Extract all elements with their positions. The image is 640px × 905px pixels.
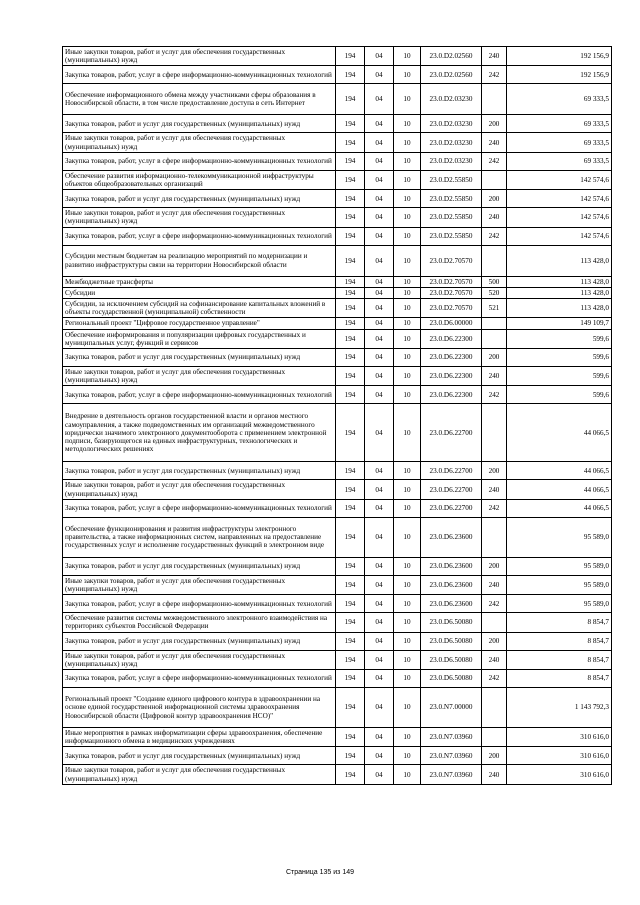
row-name: Иные закупки товаров, работ и услуг для обеспечения государственных (муниципальных) нужд (63, 650, 336, 669)
row-amount: 8 854,7 (507, 650, 612, 669)
table-row (63, 613, 612, 632)
row-name: Иные закупки товаров, работ и услуг для обеспечения государственных (муниципальных) нужд (63, 480, 336, 499)
row-target-item-code: 23.0.D2.55850 (421, 190, 482, 208)
row-name: Закупка товаров, работ, услуг в сфере информационно-коммуникационных технологий (63, 66, 336, 84)
row-ved-code: 194 (336, 613, 365, 632)
row-amount: 142 574,6 (507, 227, 612, 245)
table-row (63, 765, 612, 784)
table-row (63, 650, 612, 669)
row-expense-type-code: 240 (482, 367, 507, 386)
page-number: Страница 135 из 149 (285, 869, 355, 876)
row-name: Иные закупки товаров, работ и услуг для обеспечения государственных (муниципальных) нужд (63, 208, 336, 227)
table-row (63, 557, 612, 575)
row-section-code: 04 (365, 276, 394, 287)
row-name: Закупка товаров, работ, услуг в сфере информационно-коммуникационных технологий (63, 152, 336, 170)
row-expense-type-code: 240 (482, 480, 507, 499)
row-name: Иные закупки товаров, работ и услуг для обеспечения государственных (муниципальных) нужд (63, 367, 336, 386)
table-row (63, 499, 612, 517)
row-subsection-code: 10 (394, 318, 421, 329)
row-amount: 310 616,0 (507, 728, 612, 747)
row-subsection-code: 10 (394, 152, 421, 170)
row-name: Иные мероприятия в рамках информатизации сферы здравоохранения, обеспечение информационного обмена в медицинских учреждениях (63, 728, 336, 747)
table-row (63, 227, 612, 245)
row-name: Внедрение в деятельность органов государственной власти и органов местного самоуправления, а также подведомственных им организаций межведомственного юридически значимого электронного документооборота с применением электронной подписи, базирующегося на единых инфраструктурных, технологических и методологических решениях (63, 404, 336, 462)
row-name: Обеспечение развития системы межведомственного электронного взаимодействия на территориях субъектов Российской Федерации (63, 613, 336, 632)
row-target-item-code: 23.0.D2.03230 (421, 84, 482, 115)
row-ved-code: 194 (336, 84, 365, 115)
row-expense-type-code (482, 84, 507, 115)
row-name: Закупка товаров, работ и услуг для государственных (муниципальных) нужд (63, 557, 336, 575)
row-expense-type-code: 240 (482, 208, 507, 227)
row-name: Субсидии, за исключением субсидий на софинансирование капитальных вложений в объекты государственной (муниципальной) собственности (63, 299, 336, 318)
row-ved-code: 194 (336, 650, 365, 669)
row-name: Обеспечение информирования и популяризации цифровых государственных и муниципальных услуг, функций и сервисов (63, 329, 336, 348)
row-expense-type-code: 200 (482, 747, 507, 765)
row-amount: 113 428,0 (507, 287, 612, 298)
row-ved-code: 194 (336, 276, 365, 287)
row-expense-type-code: 242 (482, 66, 507, 84)
row-subsection-code: 10 (394, 227, 421, 245)
row-amount: 142 574,6 (507, 208, 612, 227)
row-expense-type-code (482, 318, 507, 329)
row-target-item-code: 23.0.D6.23600 (421, 557, 482, 575)
row-name: Закупка товаров, работ, услуг в сфере информационно-коммуникационных технологий (63, 386, 336, 404)
table-row (63, 632, 612, 650)
budget-table (62, 46, 612, 785)
row-section-code: 04 (365, 462, 394, 480)
row-amount: 44 066,5 (507, 499, 612, 517)
row-amount: 69 333,5 (507, 84, 612, 115)
row-ved-code: 194 (336, 287, 365, 298)
table-row (63, 152, 612, 170)
row-ved-code: 194 (336, 152, 365, 170)
row-target-item-code: 23.0.D6.22300 (421, 329, 482, 348)
row-expense-type-code: 242 (482, 227, 507, 245)
row-amount: 44 066,5 (507, 480, 612, 499)
row-target-item-code: 23.0.D6.23600 (421, 575, 482, 594)
row-name: Закупка товаров, работ, услуг в сфере информационно-коммуникационных технологий (63, 595, 336, 613)
row-ved-code: 194 (336, 499, 365, 517)
row-subsection-code: 10 (394, 632, 421, 650)
row-ved-code: 194 (336, 299, 365, 318)
row-name: Закупка товаров, работ, услуг в сфере информационно-коммуникационных технологий (63, 499, 336, 517)
row-expense-type-code: 200 (482, 115, 507, 133)
row-amount: 95 589,0 (507, 557, 612, 575)
row-subsection-code: 10 (394, 133, 421, 152)
row-name: Закупка товаров, работ, услуг в сфере информационно-коммуникационных технологий (63, 670, 336, 688)
row-expense-type-code: 240 (482, 650, 507, 669)
table-row (63, 728, 612, 747)
row-ved-code: 194 (336, 133, 365, 152)
row-ved-code: 194 (336, 517, 365, 557)
table-row (63, 747, 612, 765)
table-row (63, 329, 612, 348)
row-ved-code: 194 (336, 245, 365, 276)
row-subsection-code: 10 (394, 728, 421, 747)
row-section-code: 04 (365, 728, 394, 747)
row-section-code: 04 (365, 245, 394, 276)
row-section-code: 04 (365, 299, 394, 318)
row-name: Межбюджетные трансферты (63, 276, 336, 287)
row-target-item-code: 23.0.N7.00000 (421, 688, 482, 728)
row-section-code: 04 (365, 557, 394, 575)
row-subsection-code: 10 (394, 367, 421, 386)
row-amount: 310 616,0 (507, 765, 612, 784)
row-amount: 69 333,5 (507, 152, 612, 170)
row-target-item-code: 23.0.D2.03230 (421, 152, 482, 170)
row-section-code: 04 (365, 595, 394, 613)
row-amount: 69 333,5 (507, 133, 612, 152)
row-amount: 8 854,7 (507, 613, 612, 632)
row-subsection-code: 10 (394, 208, 421, 227)
table-row (63, 170, 612, 189)
table-row (63, 404, 612, 462)
row-target-item-code: 23.0.D6.22300 (421, 367, 482, 386)
row-ved-code: 194 (336, 595, 365, 613)
row-subsection-code: 10 (394, 499, 421, 517)
row-expense-type-code: 200 (482, 190, 507, 208)
row-target-item-code: 23.0.D6.50080 (421, 650, 482, 669)
row-ved-code: 194 (336, 575, 365, 594)
table-row (63, 367, 612, 386)
table-row (63, 349, 612, 367)
row-target-item-code: 23.0.D2.70570 (421, 276, 482, 287)
row-section-code: 04 (365, 747, 394, 765)
row-subsection-code: 10 (394, 575, 421, 594)
table-row (63, 276, 612, 287)
table-row (63, 84, 612, 115)
row-section-code: 04 (365, 170, 394, 189)
row-section-code: 04 (365, 190, 394, 208)
row-expense-type-code: 200 (482, 349, 507, 367)
row-subsection-code: 10 (394, 276, 421, 287)
row-ved-code: 194 (336, 66, 365, 84)
row-ved-code: 194 (336, 688, 365, 728)
row-target-item-code: 23.0.N7.03960 (421, 747, 482, 765)
row-subsection-code: 10 (394, 462, 421, 480)
row-target-item-code: 23.0.D6.00000 (421, 318, 482, 329)
row-subsection-code: 10 (394, 670, 421, 688)
row-name: Закупка товаров, работ и услуг для государственных (муниципальных) нужд (63, 462, 336, 480)
row-expense-type-code (482, 517, 507, 557)
row-expense-type-code: 240 (482, 765, 507, 784)
row-subsection-code: 10 (394, 287, 421, 298)
row-target-item-code: 23.0.D6.22700 (421, 499, 482, 517)
table-row (63, 133, 612, 152)
row-section-code: 04 (365, 208, 394, 227)
row-expense-type-code: 242 (482, 595, 507, 613)
row-name: Закупка товаров, работ и услуг для государственных (муниципальных) нужд (63, 190, 336, 208)
row-expense-type-code (482, 170, 507, 189)
table-row (63, 47, 612, 66)
row-target-item-code: 23.0.D2.03230 (421, 133, 482, 152)
row-amount: 95 589,0 (507, 575, 612, 594)
row-ved-code: 194 (336, 208, 365, 227)
row-amount: 1 143 792,3 (507, 688, 612, 728)
table-row (63, 208, 612, 227)
row-expense-type-code (482, 329, 507, 348)
row-section-code: 04 (365, 47, 394, 66)
row-subsection-code: 10 (394, 650, 421, 669)
row-section-code: 04 (365, 404, 394, 462)
row-expense-type-code (482, 404, 507, 462)
row-name: Субсидии (63, 287, 336, 298)
row-target-item-code: 23.0.D6.22700 (421, 480, 482, 499)
row-amount: 599,6 (507, 349, 612, 367)
row-subsection-code: 10 (394, 557, 421, 575)
row-section-code: 04 (365, 613, 394, 632)
row-subsection-code: 10 (394, 190, 421, 208)
row-section-code: 04 (365, 386, 394, 404)
row-amount: 149 109,7 (507, 318, 612, 329)
row-ved-code: 194 (336, 170, 365, 189)
row-subsection-code: 10 (394, 349, 421, 367)
row-target-item-code: 23.0.D6.50080 (421, 670, 482, 688)
table-row (63, 517, 612, 557)
row-amount: 142 574,6 (507, 170, 612, 189)
row-ved-code: 194 (336, 227, 365, 245)
table-row (63, 670, 612, 688)
row-subsection-code: 10 (394, 517, 421, 557)
table-row (63, 688, 612, 728)
row-amount: 8 854,7 (507, 632, 612, 650)
row-name: Закупка товаров, работ и услуг для государственных (муниципальных) нужд (63, 115, 336, 133)
row-subsection-code: 10 (394, 329, 421, 348)
row-ved-code: 194 (336, 632, 365, 650)
table-row (63, 190, 612, 208)
row-section-code: 04 (365, 688, 394, 728)
row-ved-code: 194 (336, 115, 365, 133)
row-amount: 44 066,5 (507, 404, 612, 462)
row-name: Обеспечение развития информационно-телекоммуникационной инфраструктуры объектов общеобразовательных организаций (63, 170, 336, 189)
row-subsection-code: 10 (394, 66, 421, 84)
row-target-item-code: 23.0.D2.55850 (421, 227, 482, 245)
row-subsection-code: 10 (394, 115, 421, 133)
table-row (63, 299, 612, 318)
row-subsection-code: 10 (394, 480, 421, 499)
row-amount: 113 428,0 (507, 276, 612, 287)
row-section-code: 04 (365, 765, 394, 784)
row-target-item-code: 23.0.D6.50080 (421, 632, 482, 650)
row-target-item-code: 23.0.D6.23600 (421, 595, 482, 613)
table-row (63, 575, 612, 594)
row-target-item-code: 23.0.D2.55850 (421, 170, 482, 189)
row-target-item-code: 23.0.N7.03960 (421, 728, 482, 747)
row-expense-type-code (482, 245, 507, 276)
row-amount: 599,6 (507, 386, 612, 404)
table-row (63, 66, 612, 84)
row-expense-type-code: 521 (482, 299, 507, 318)
row-expense-type-code: 242 (482, 152, 507, 170)
row-name: Иные закупки товаров, работ и услуг для обеспечения государственных (муниципальных) нужд (63, 575, 336, 594)
row-expense-type-code: 240 (482, 47, 507, 66)
row-subsection-code: 10 (394, 299, 421, 318)
row-section-code: 04 (365, 670, 394, 688)
row-target-item-code: 23.0.D2.55850 (421, 208, 482, 227)
row-name: Обеспечение информационного обмена между участниками сферы образования в Новосибирской области, в том числе предоставление доступа в сеть Интернет (63, 84, 336, 115)
table-row (63, 318, 612, 329)
row-section-code: 04 (365, 632, 394, 650)
row-amount: 310 616,0 (507, 747, 612, 765)
row-section-code: 04 (365, 152, 394, 170)
row-subsection-code: 10 (394, 170, 421, 189)
row-target-item-code: 23.0.D2.02560 (421, 47, 482, 66)
row-name: Обеспечение функционирования и развития инфраструктуры электронного правительства, а также информационных систем, направленных на предоставление государственных услуг и исполнение государственных функций в электронном виде (63, 517, 336, 557)
row-section-code: 04 (365, 499, 394, 517)
row-section-code: 04 (365, 329, 394, 348)
row-subsection-code: 10 (394, 613, 421, 632)
row-section-code: 04 (365, 318, 394, 329)
row-section-code: 04 (365, 133, 394, 152)
row-section-code: 04 (365, 480, 394, 499)
row-ved-code: 194 (336, 318, 365, 329)
row-section-code: 04 (365, 349, 394, 367)
row-amount: 95 589,0 (507, 517, 612, 557)
row-expense-type-code: 520 (482, 287, 507, 298)
row-target-item-code: 23.0.D2.70570 (421, 245, 482, 276)
row-name: Региональный проект "Цифровое государственное управление" (63, 318, 336, 329)
row-ved-code: 194 (336, 728, 365, 747)
row-amount: 599,6 (507, 367, 612, 386)
row-ved-code: 194 (336, 329, 365, 348)
row-expense-type-code: 200 (482, 557, 507, 575)
row-target-item-code: 23.0.D6.22700 (421, 462, 482, 480)
row-name: Закупка товаров, работ и услуг для государственных (муниципальных) нужд (63, 747, 336, 765)
row-ved-code: 194 (336, 747, 365, 765)
row-expense-type-code: 200 (482, 462, 507, 480)
row-expense-type-code (482, 688, 507, 728)
row-ved-code: 194 (336, 404, 365, 462)
row-subsection-code: 10 (394, 404, 421, 462)
row-ved-code: 194 (336, 557, 365, 575)
row-target-item-code: 23.0.D6.22300 (421, 386, 482, 404)
row-subsection-code: 10 (394, 688, 421, 728)
row-subsection-code: 10 (394, 245, 421, 276)
row-name: Иные закупки товаров, работ и услуг для обеспечения государственных (муниципальных) нужд (63, 47, 336, 66)
row-amount: 95 589,0 (507, 595, 612, 613)
row-section-code: 04 (365, 287, 394, 298)
row-ved-code: 194 (336, 480, 365, 499)
row-name: Региональный проект "Создание единого цифрового контура в здравоохранении на основе единой государственной информационной системы здравоохранения Новосибирской области (Цифровой контур здравоохранения НСО)" (63, 688, 336, 728)
row-subsection-code: 10 (394, 765, 421, 784)
row-expense-type-code: 242 (482, 499, 507, 517)
row-expense-type-code (482, 728, 507, 747)
table-row (63, 595, 612, 613)
table-row (63, 480, 612, 499)
row-target-item-code: 23.0.D6.23600 (421, 517, 482, 557)
table-row (63, 287, 612, 298)
row-target-item-code: 23.0.N7.03960 (421, 765, 482, 784)
table-row (63, 115, 612, 133)
row-ved-code: 194 (336, 462, 365, 480)
row-section-code: 04 (365, 84, 394, 115)
row-expense-type-code: 240 (482, 575, 507, 594)
row-amount: 44 066,5 (507, 462, 612, 480)
row-ved-code: 194 (336, 47, 365, 66)
row-amount: 599,6 (507, 329, 612, 348)
row-expense-type-code: 242 (482, 670, 507, 688)
table-row (63, 386, 612, 404)
row-amount: 113 428,0 (507, 245, 612, 276)
row-subsection-code: 10 (394, 595, 421, 613)
row-amount: 192 156,9 (507, 66, 612, 84)
row-target-item-code: 23.0.D2.02560 (421, 66, 482, 84)
row-amount: 142 574,6 (507, 190, 612, 208)
row-section-code: 04 (365, 575, 394, 594)
row-ved-code: 194 (336, 386, 365, 404)
row-section-code: 04 (365, 115, 394, 133)
row-name: Иные закупки товаров, работ и услуг для обеспечения государственных (муниципальных) нужд (63, 765, 336, 784)
budget-table-body (63, 47, 612, 785)
table-row (63, 245, 612, 276)
row-subsection-code: 10 (394, 386, 421, 404)
row-expense-type-code (482, 613, 507, 632)
row-name: Закупка товаров, работ и услуг для государственных (муниципальных) нужд (63, 349, 336, 367)
row-target-item-code: 23.0.D6.22700 (421, 404, 482, 462)
row-section-code: 04 (365, 66, 394, 84)
row-target-item-code: 23.0.D6.50080 (421, 613, 482, 632)
row-target-item-code: 23.0.D2.70570 (421, 287, 482, 298)
row-expense-type-code: 500 (482, 276, 507, 287)
row-amount: 69 333,5 (507, 115, 612, 133)
row-amount: 113 428,0 (507, 299, 612, 318)
row-expense-type-code: 200 (482, 632, 507, 650)
row-section-code: 04 (365, 650, 394, 669)
row-ved-code: 194 (336, 349, 365, 367)
row-expense-type-code: 242 (482, 386, 507, 404)
row-ved-code: 194 (336, 765, 365, 784)
row-ved-code: 194 (336, 367, 365, 386)
row-name: Закупка товаров, работ и услуг для государственных (муниципальных) нужд (63, 632, 336, 650)
row-section-code: 04 (365, 227, 394, 245)
row-section-code: 04 (365, 367, 394, 386)
row-target-item-code: 23.0.D6.22300 (421, 349, 482, 367)
row-target-item-code: 23.0.D2.70570 (421, 299, 482, 318)
row-section-code: 04 (365, 517, 394, 557)
row-expense-type-code: 240 (482, 133, 507, 152)
row-name: Субсидии местным бюджетам на реализацию мероприятий по модернизации и развитию инфраструктуры связи на территории Новосибирской области (63, 245, 336, 276)
row-subsection-code: 10 (394, 747, 421, 765)
table-row (63, 462, 612, 480)
row-name: Иные закупки товаров, работ и услуг для обеспечения государственных (муниципальных) нужд (63, 133, 336, 152)
row-subsection-code: 10 (394, 47, 421, 66)
row-amount: 8 854,7 (507, 670, 612, 688)
row-ved-code: 194 (336, 670, 365, 688)
row-name: Закупка товаров, работ, услуг в сфере информационно-коммуникационных технологий (63, 227, 336, 245)
row-amount: 192 156,9 (507, 47, 612, 66)
row-subsection-code: 10 (394, 84, 421, 115)
row-ved-code: 194 (336, 190, 365, 208)
row-target-item-code: 23.0.D2.03230 (421, 115, 482, 133)
